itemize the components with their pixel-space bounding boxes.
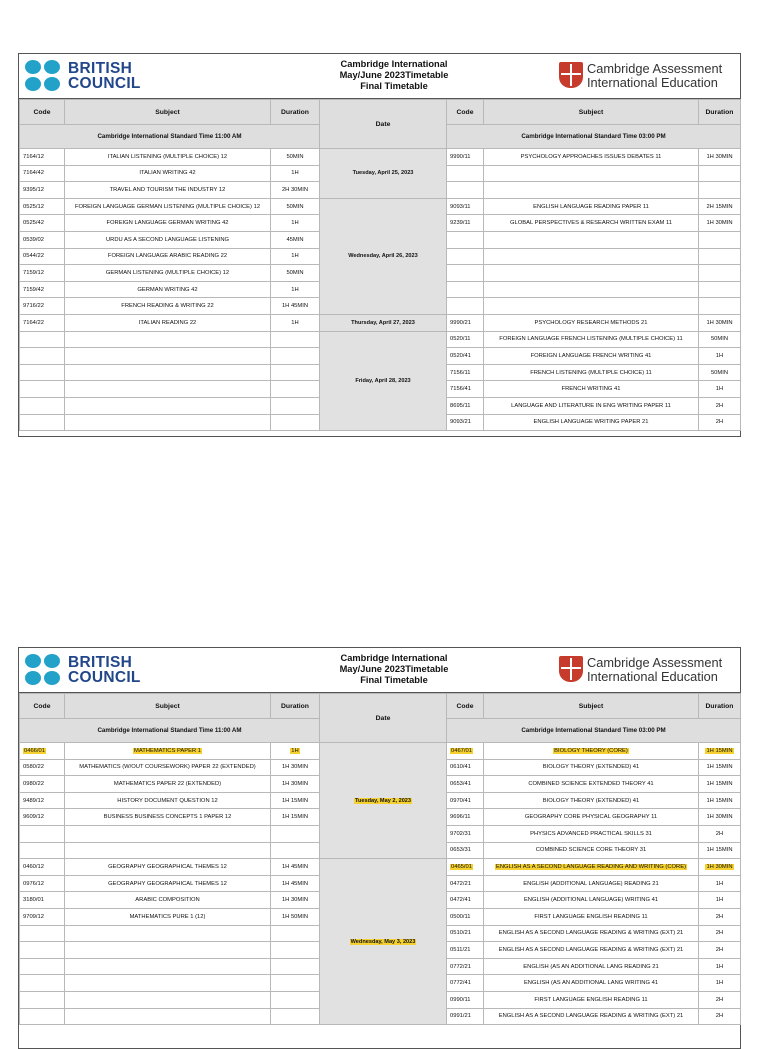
exam-date: Tuesday, April 25, 2023 — [320, 149, 447, 199]
exam-subject: BIOLOGY THEORY (EXTENDED) 41 — [484, 759, 699, 776]
exam-subject: TRAVEL AND TOURISM THE INDUSTRY 12 — [65, 182, 271, 199]
exam-subject: LANGUAGE AND LITERATURE IN ENG WRITING PAPER 11 — [484, 397, 699, 414]
exam-code — [20, 842, 65, 859]
exam-duration: 2H — [699, 397, 741, 414]
col-subject: Subject — [484, 100, 699, 125]
exam-duration: 2H — [699, 925, 741, 942]
exam-subject — [484, 743, 699, 760]
col-code: Code — [447, 100, 484, 125]
title-line3: Final Timetable — [360, 675, 428, 685]
timetable-sheet-2 — [18, 647, 741, 1049]
exam-duration: 1H 30MIN — [699, 149, 741, 166]
exam-code: 9609/12 — [20, 809, 65, 826]
col-duration: Duration — [271, 100, 320, 125]
exam-duration — [271, 397, 320, 414]
exam-duration — [699, 743, 741, 760]
timetable-title — [309, 59, 479, 92]
timetable-sheet-1 — [18, 53, 741, 437]
exam-duration: 2H 15MIN — [699, 198, 741, 215]
exam-code: 7159/12 — [20, 265, 65, 282]
exam-subject — [484, 859, 699, 876]
highlight-mark: ENGLISH AS A SECOND LANGUAGE READING AND WRITING (CORE) — [495, 863, 687, 870]
exam-subject: PSYCHOLOGY APPROACHES ISSUES DEBATES 11 — [484, 149, 699, 166]
exam-subject: GERMAN LISTENING (MULTIPLE CHOICE) 12 — [65, 265, 271, 282]
exam-code: 7159/42 — [20, 281, 65, 298]
exam-code: 9709/12 — [20, 908, 65, 925]
table-row — [20, 331, 741, 348]
exam-subject: PSYCHOLOGY RESEARCH METHODS 21 — [484, 314, 699, 331]
column-header-row — [20, 100, 741, 125]
exam-duration: 1H — [271, 314, 320, 331]
exam-subject — [65, 348, 271, 365]
exam-code: 9489/12 — [20, 792, 65, 809]
exam-duration — [271, 364, 320, 381]
exam-subject — [484, 298, 699, 315]
exam-duration — [699, 231, 741, 248]
british-council-line1: BRITISH — [68, 654, 133, 671]
exam-subject: FOREIGN LANGUAGE ARABIC READING 22 — [65, 248, 271, 265]
cambridge-line2: International Education — [587, 669, 718, 684]
exam-duration: 1H 15MIN — [699, 776, 741, 793]
exam-duration: 1H — [699, 958, 741, 975]
exam-code: 0772/21 — [447, 958, 484, 975]
exam-subject — [65, 825, 271, 842]
col-date: Date — [320, 100, 447, 149]
exam-code: 0520/11 — [447, 331, 484, 348]
col-code: Code — [20, 694, 65, 719]
exam-duration — [699, 281, 741, 298]
exam-subject: MATHEMATICS (W/OUT COURSEWORK) PAPER 22 (EXTENDED) — [65, 759, 271, 776]
exam-subject — [484, 265, 699, 282]
exam-duration: 50MIN — [699, 364, 741, 381]
exam-subject: FOREIGN LANGUAGE FRENCH WRITING 41 — [484, 348, 699, 365]
exam-subject: HISTORY DOCUMENT QUESTION 12 — [65, 792, 271, 809]
date-highlight: Wednesday, May 3, 2023 — [350, 938, 416, 945]
exam-code — [20, 975, 65, 992]
exam-duration — [271, 348, 320, 365]
exam-duration: 50MIN — [699, 331, 741, 348]
exam-code: 0980/22 — [20, 776, 65, 793]
exam-subject — [65, 743, 271, 760]
exam-code — [447, 281, 484, 298]
exam-code — [20, 825, 65, 842]
exam-code: 9990/21 — [447, 314, 484, 331]
exam-subject: MATHEMATICS PAPER 22 (EXTENDED) — [65, 776, 271, 793]
exam-duration: 2H — [699, 825, 741, 842]
exam-duration: 1H — [699, 381, 741, 398]
exam-subject — [65, 942, 271, 959]
sheet-header — [19, 648, 740, 693]
exam-code: 0653/41 — [447, 776, 484, 793]
exam-subject — [65, 1008, 271, 1025]
exam-code: 0525/12 — [20, 198, 65, 215]
exam-duration: 1H 30MIN — [699, 809, 741, 826]
british-council-logo — [25, 59, 165, 93]
exam-code: 9696/11 — [447, 809, 484, 826]
exam-duration — [699, 298, 741, 315]
exam-code: 7156/11 — [447, 364, 484, 381]
col-duration: Duration — [271, 694, 320, 719]
british-council-dots-icon — [25, 653, 65, 687]
timetable-title — [309, 653, 479, 686]
exam-code — [447, 165, 484, 182]
exam-subject — [65, 364, 271, 381]
exam-subject: ARABIC COMPOSITION — [65, 892, 271, 909]
exam-duration: 1H — [699, 975, 741, 992]
highlight-mark: 0465/01 — [451, 863, 472, 870]
exam-subject: COMBINED SCIENCE EXTENDED THEORY 41 — [484, 776, 699, 793]
cambridge-assessment-logo — [559, 656, 737, 686]
exam-code: 0525/42 — [20, 215, 65, 232]
afternoon-session-label: Cambridge International Standard Time 03:00 PM — [447, 125, 741, 149]
cambridge-line1: Cambridge Assessment — [587, 655, 723, 670]
exam-subject: FOREIGN LANGUAGE GERMAN LISTENING (MULTIPLE CHOICE) 12 — [65, 198, 271, 215]
exam-code — [447, 265, 484, 282]
morning-session-label: Cambridge International Standard Time 11:00 AM — [20, 719, 320, 743]
exam-duration: 1H 30MIN — [271, 759, 320, 776]
exam-code: 0610/41 — [447, 759, 484, 776]
exam-subject — [65, 381, 271, 398]
exam-subject: ENGLISH AS A SECOND LANGUAGE READING & WRITING (EXT) 21 — [484, 925, 699, 942]
exam-subject — [65, 331, 271, 348]
exam-duration: 1H — [271, 281, 320, 298]
exam-code — [20, 381, 65, 398]
exam-subject: ENGLISH (AS AN ADDITIONAL LANG WRITING 41 — [484, 975, 699, 992]
exam-duration: 1H — [271, 165, 320, 182]
exam-subject: GLOBAL PERSPECTIVES & RESEARCH WRITTEN EXAM 11 — [484, 215, 699, 232]
afternoon-session-label: Cambridge International Standard Time 03:00 PM — [447, 719, 741, 743]
exam-date: Friday, April 28, 2023 — [320, 331, 447, 431]
exam-code: 0520/41 — [447, 348, 484, 365]
exam-subject: FOREIGN LANGUAGE FRENCH LISTENING (MULTIPLE CHOICE) 11 — [484, 331, 699, 348]
british-council-line1: BRITISH — [68, 60, 133, 77]
exam-subject: BUSINESS BUSINESS CONCEPTS 1 PAPER 12 — [65, 809, 271, 826]
exam-code: 0991/21 — [447, 1008, 484, 1025]
exam-duration — [699, 165, 741, 182]
exam-code: 9702/31 — [447, 825, 484, 842]
exam-code: 0653/31 — [447, 842, 484, 859]
exam-code: 9239/11 — [447, 215, 484, 232]
exam-subject — [65, 397, 271, 414]
exam-subject: ITALIAN WRITING 42 — [65, 165, 271, 182]
exam-subject: ENGLISH LANGUAGE READING PAPER 11 — [484, 198, 699, 215]
highlight-mark: BIOLOGY THEORY (CORE) — [554, 747, 628, 754]
col-duration: Duration — [699, 694, 741, 719]
column-header-row — [20, 694, 741, 719]
exam-subject — [484, 231, 699, 248]
exam-subject: ENGLISH (ADDITIONAL LANGUAGE) READING 21 — [484, 875, 699, 892]
exam-code — [20, 743, 65, 760]
exam-duration: 2H — [699, 991, 741, 1008]
exam-code — [447, 859, 484, 876]
table-row — [20, 198, 741, 215]
exam-duration: 50MIN — [271, 265, 320, 282]
exam-duration: 1H 30MIN — [271, 892, 320, 909]
exam-duration: 1H — [271, 215, 320, 232]
title-line2: May/June 2023Timetable — [339, 70, 449, 80]
exam-subject: GEOGRAPHY GEOGRAPHICAL THEMES 12 — [65, 875, 271, 892]
highlight-mark: 0467/01 — [451, 747, 472, 754]
exam-duration: 1H 45MIN — [271, 875, 320, 892]
exam-date: Wednesday, April 26, 2023 — [320, 198, 447, 314]
exam-duration: 1H 30MIN — [271, 776, 320, 793]
exam-subject: COMBINED SCIENCE CORE THEORY 31 — [484, 842, 699, 859]
exam-subject — [65, 991, 271, 1008]
exam-code: 0539/02 — [20, 231, 65, 248]
exam-duration: 1H 15MIN — [271, 809, 320, 826]
table-row — [20, 743, 741, 760]
exam-duration — [699, 265, 741, 282]
exam-subject: FRENCH LISTENING (MULTIPLE CHOICE) 11 — [484, 364, 699, 381]
cambridge-line2: International Education — [587, 75, 718, 90]
exam-duration: 1H 15MIN — [699, 792, 741, 809]
exam-code — [20, 397, 65, 414]
morning-session-label: Cambridge International Standard Time 11:00 AM — [20, 125, 320, 149]
exam-duration — [271, 825, 320, 842]
exam-duration: 2H — [699, 908, 741, 925]
exam-duration: 1H 15MIN — [271, 792, 320, 809]
exam-subject: FRENCH WRITING 41 — [484, 381, 699, 398]
exam-subject: URDU AS A SECOND LANGUAGE LISTENING — [65, 231, 271, 248]
exam-duration: 2H — [699, 942, 741, 959]
exam-subject: BIOLOGY THEORY (EXTENDED) 41 — [484, 792, 699, 809]
exam-subject — [484, 281, 699, 298]
exam-duration — [271, 958, 320, 975]
exam-code — [20, 942, 65, 959]
exam-code: 7164/22 — [20, 314, 65, 331]
exam-duration: 1H 45MIN — [271, 298, 320, 315]
timetable-table — [19, 99, 741, 431]
exam-duration — [271, 381, 320, 398]
exam-code: 0976/12 — [20, 875, 65, 892]
exam-code: 0970/41 — [447, 792, 484, 809]
title-line1: Cambridge International — [340, 653, 448, 663]
exam-code: 0510/21 — [447, 925, 484, 942]
exam-subject: ENGLISH (AS AN ADDITIONAL LANG READING 21 — [484, 958, 699, 975]
exam-duration — [271, 414, 320, 431]
british-council-line2: COUNCIL — [68, 75, 141, 92]
exam-code: 0500/11 — [447, 908, 484, 925]
exam-subject — [484, 165, 699, 182]
exam-code: 0580/22 — [20, 759, 65, 776]
exam-code — [20, 1008, 65, 1025]
exam-code: 9716/22 — [20, 298, 65, 315]
exam-duration — [699, 859, 741, 876]
exam-subject — [65, 958, 271, 975]
title-line2: May/June 2023Timetable — [339, 664, 449, 674]
exam-duration — [271, 743, 320, 760]
exam-subject: ITALIAN LISTENING (MULTIPLE CHOICE) 12 — [65, 149, 271, 166]
exam-code: 0544/22 — [20, 248, 65, 265]
exam-duration: 50MIN — [271, 198, 320, 215]
exam-subject: GEOGRAPHY CORE PHYSICAL GEOGRAPHY 11 — [484, 809, 699, 826]
exam-subject: ENGLISH AS A SECOND LANGUAGE READING & WRITING (EXT) 21 — [484, 942, 699, 959]
exam-duration: 1H 15MIN — [699, 759, 741, 776]
exam-subject: GERMAN WRITING 42 — [65, 281, 271, 298]
exam-subject: ENGLISH AS A SECOND LANGUAGE READING & WRITING (EXT) 21 — [484, 1008, 699, 1025]
exam-duration — [271, 842, 320, 859]
table-row — [20, 149, 741, 166]
exam-duration — [271, 991, 320, 1008]
exam-duration: 1H — [699, 875, 741, 892]
exam-duration: 45MIN — [271, 231, 320, 248]
exam-code: 3180/01 — [20, 892, 65, 909]
exam-code — [20, 414, 65, 431]
exam-code: 0472/41 — [447, 892, 484, 909]
col-date: Date — [320, 694, 447, 743]
exam-duration — [699, 248, 741, 265]
exam-subject — [65, 975, 271, 992]
exam-duration: 50MIN — [271, 149, 320, 166]
cambridge-shield-icon — [559, 656, 583, 682]
exam-duration: 2H — [699, 414, 741, 431]
table-row — [20, 314, 741, 331]
exam-code: 7156/41 — [447, 381, 484, 398]
exam-subject — [65, 842, 271, 859]
exam-subject — [484, 182, 699, 199]
exam-code: 8695/11 — [447, 397, 484, 414]
exam-code — [20, 925, 65, 942]
exam-code — [447, 182, 484, 199]
exam-subject — [484, 248, 699, 265]
exam-subject: ENGLISH LANGUAGE WRITING PAPER 21 — [484, 414, 699, 431]
british-council-dots-icon — [25, 59, 65, 93]
highlight-mark: 1H 15MIN — [706, 747, 733, 754]
exam-duration: 1H — [699, 348, 741, 365]
exam-subject: FRENCH READING & WRITING 22 — [65, 298, 271, 315]
exam-duration: 2H — [699, 1008, 741, 1025]
exam-code: 7164/42 — [20, 165, 65, 182]
british-council-line2: COUNCIL — [68, 669, 141, 686]
exam-duration: 1H 30MIN — [699, 314, 741, 331]
exam-subject: FOREIGN LANGUAGE GERMAN WRITING 42 — [65, 215, 271, 232]
title-line3: Final Timetable — [360, 81, 428, 91]
exam-code — [447, 298, 484, 315]
exam-code: 7164/12 — [20, 149, 65, 166]
exam-subject: FIRST LANGUAGE ENGLISH READING 11 — [484, 908, 699, 925]
exam-date: Thursday, April 27, 2023 — [320, 314, 447, 331]
exam-subject — [65, 414, 271, 431]
cambridge-line1: Cambridge Assessment — [587, 61, 723, 76]
exam-subject: GEOGRAPHY GEOGRAPHICAL THEMES 12 — [65, 859, 271, 876]
exam-code: 9990/11 — [447, 149, 484, 166]
british-council-logo — [25, 653, 165, 687]
exam-code — [447, 743, 484, 760]
exam-code — [20, 364, 65, 381]
cambridge-assessment-logo — [559, 62, 737, 92]
highlight-mark: 0466/01 — [24, 747, 45, 754]
col-duration: Duration — [699, 100, 741, 125]
col-subject: Subject — [65, 100, 271, 125]
exam-code — [20, 958, 65, 975]
table-row — [20, 859, 741, 876]
exam-code: 9093/21 — [447, 414, 484, 431]
exam-duration: 1H 45MIN — [271, 859, 320, 876]
timetable-table — [19, 693, 741, 1025]
exam-subject: FIRST LANGUAGE ENGLISH READING 11 — [484, 991, 699, 1008]
sheet-header — [19, 54, 740, 99]
exam-code: 0460/12 — [20, 859, 65, 876]
exam-subject — [65, 925, 271, 942]
exam-code: 0472/21 — [447, 875, 484, 892]
exam-code — [447, 248, 484, 265]
exam-duration: 1H 50MIN — [271, 908, 320, 925]
exam-subject: MATHEMATICS PURE 1 (12) — [65, 908, 271, 925]
exam-duration — [271, 925, 320, 942]
title-line1: Cambridge International — [340, 59, 448, 69]
exam-subject: ITALIAN READING 22 — [65, 314, 271, 331]
exam-subject: PHYSICS ADVANCED PRACTICAL SKILLS 31 — [484, 825, 699, 842]
exam-duration — [271, 975, 320, 992]
exam-duration — [699, 182, 741, 199]
exam-code — [20, 348, 65, 365]
exam-date — [320, 859, 447, 1025]
exam-duration: 2H 30MIN — [271, 182, 320, 199]
exam-code: 9093/11 — [447, 198, 484, 215]
highlight-mark: MATHEMATICS PAPER 1 — [134, 747, 201, 754]
exam-code — [447, 231, 484, 248]
exam-code — [20, 331, 65, 348]
cambridge-shield-icon — [559, 62, 583, 88]
exam-date — [320, 743, 447, 859]
exam-duration: 1H — [699, 892, 741, 909]
exam-duration: 1H 15MIN — [699, 842, 741, 859]
col-subject: Subject — [65, 694, 271, 719]
col-code: Code — [447, 694, 484, 719]
exam-code: 0511/21 — [447, 942, 484, 959]
highlight-mark: 1H — [291, 747, 299, 754]
exam-duration: 1H — [271, 248, 320, 265]
exam-subject: ENGLISH (ADDITIONAL LANGUAGE) WRITING 41 — [484, 892, 699, 909]
exam-duration: 1H 30MIN — [699, 215, 741, 232]
exam-duration — [271, 942, 320, 959]
date-highlight: Tuesday, May 2, 2023 — [354, 797, 412, 804]
exam-duration — [271, 1008, 320, 1025]
exam-code: 0990/11 — [447, 991, 484, 1008]
exam-code — [20, 991, 65, 1008]
exam-code: 9395/12 — [20, 182, 65, 199]
exam-code: 0772/41 — [447, 975, 484, 992]
exam-duration — [271, 331, 320, 348]
highlight-mark: 1H 30MIN — [706, 863, 733, 870]
col-subject: Subject — [484, 694, 699, 719]
col-code: Code — [20, 100, 65, 125]
